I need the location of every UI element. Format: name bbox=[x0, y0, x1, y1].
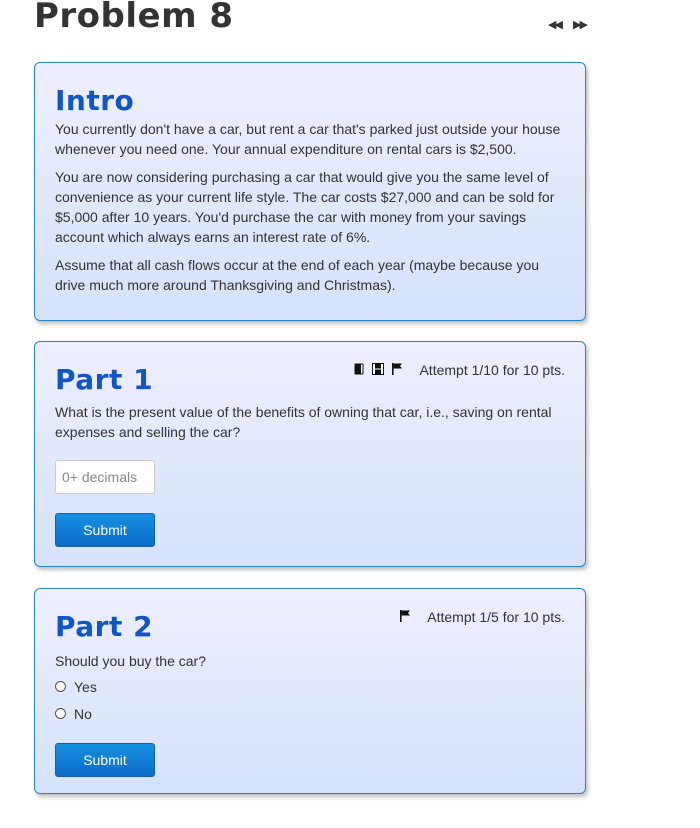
part1-heading: Part 1 bbox=[55, 363, 154, 396]
part1-question: What is the present value of the benefits of owning that car, i.e., saving on rental expenses and selling the car? bbox=[55, 404, 552, 440]
next-problem-icon[interactable]: ▶▶ bbox=[573, 19, 586, 31]
radio-label-no: No bbox=[74, 705, 92, 722]
intro-paragraph: You currently don't have a car, but rent a car that's parked just outside your house whenever you need one. Your annual expenditure on rental cars is $2,500. bbox=[55, 121, 561, 157]
radio-button-no[interactable] bbox=[55, 708, 66, 719]
part2-question: Should you buy the car? bbox=[55, 653, 206, 669]
radio-button-yes[interactable] bbox=[55, 681, 66, 692]
intro-card bbox=[34, 62, 586, 321]
intro-heading: Intro bbox=[55, 84, 135, 117]
flag-icon[interactable] bbox=[400, 610, 411, 625]
radio-label-yes: Yes bbox=[74, 678, 97, 695]
part1-meta bbox=[354, 362, 565, 378]
part1-attempt-info: Attempt 1/10 for 10 pts. bbox=[419, 362, 565, 378]
page-title: Problem 8 bbox=[34, 0, 234, 36]
part2-heading: Part 2 bbox=[55, 610, 154, 643]
radio-option-yes[interactable] bbox=[55, 673, 565, 700]
intro-paragraph: Assume that all cash flows occur at the end of each year (maybe because you drive much more around Thanksgiving and Christmas). bbox=[55, 257, 540, 293]
part2-card bbox=[34, 588, 586, 794]
previous-problem-icon[interactable]: ◀◀ bbox=[548, 19, 561, 31]
part2-attempt-info: Attempt 1/5 for 10 pts. bbox=[427, 609, 565, 625]
flag-icon[interactable] bbox=[392, 363, 403, 378]
book-icon[interactable] bbox=[354, 363, 364, 378]
film-icon[interactable] bbox=[372, 363, 384, 378]
part2-submit-button[interactable]: Submit bbox=[55, 743, 155, 777]
part1-card bbox=[34, 341, 586, 567]
part2-meta bbox=[400, 609, 565, 625]
part1-submit-button[interactable]: Submit bbox=[55, 513, 155, 547]
intro-paragraph: You are now considering purchasing a car that would give you the same level of convenience as your current life style. The car costs $27,000 and can be sold for $5,000 after 10 years. You'd purchase the car with money from your savings account which always earns an interest rate of 6%. bbox=[55, 169, 555, 245]
radio-option-no[interactable] bbox=[55, 700, 565, 727]
part1-answer-input[interactable] bbox=[55, 460, 155, 494]
